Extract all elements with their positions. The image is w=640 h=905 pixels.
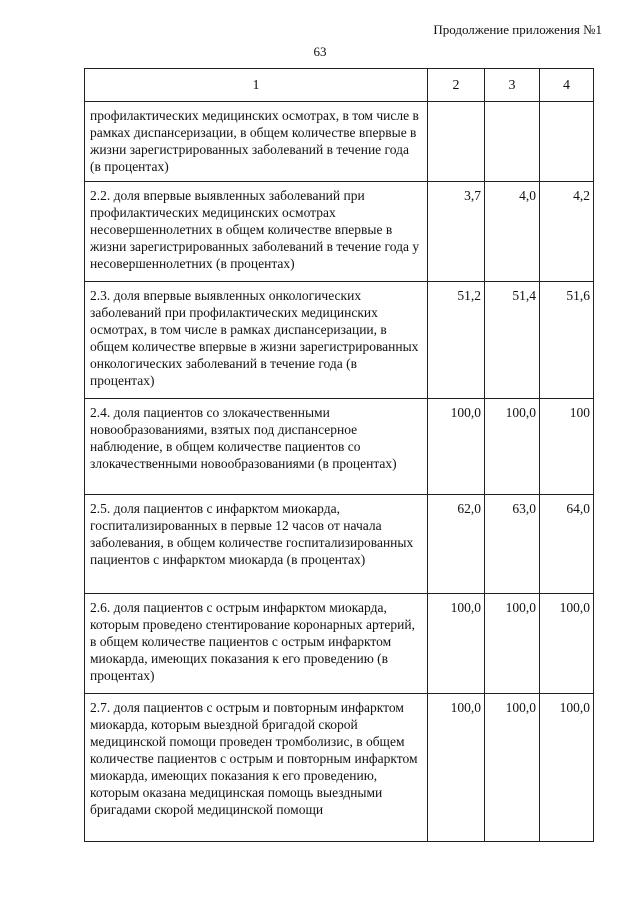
table-row (85, 399, 594, 495)
value-col-3: 100,0 (485, 594, 540, 694)
value-col-3 (485, 102, 540, 182)
indicator-description: 2.6. доля пациентов с острым инфарктом миокарда, которым проведено стентирование коронарных артерий, в общем количестве пациентов с острым инфарктом миокарда, имеющих показания к его проведению (в процентах) (85, 594, 428, 694)
table-row (85, 594, 594, 694)
value-col-4: 100 (540, 399, 594, 495)
indicator-description: 2.7. доля пациентов с острым и повторным инфарктом миокарда, которым выездной бригадой скорой медицинской помощи проведен тромболизис, в общем количестве пациентов с острым и повторным инфарктом миокарда, имеющих показания к его проведению, которым оказана медицинская помощь выездными бригадами скорой медицинской помощи (85, 694, 428, 842)
value-col-4: 100,0 (540, 594, 594, 694)
column-header-1: 1 (85, 69, 428, 102)
indicators-table (84, 68, 594, 842)
table-row (85, 282, 594, 399)
value-col-3: 100,0 (485, 694, 540, 842)
value-col-3: 4,0 (485, 182, 540, 282)
indicator-description: 2.5. доля пациентов с инфарктом миокарда, госпитализированных в первые 12 часов от начала заболевания, в общем количестве госпитализированных пациентов с инфарктом миокарда (в процентах) (85, 495, 428, 594)
value-col-2: 100,0 (428, 694, 485, 842)
table-row (85, 102, 594, 182)
column-header-3: 3 (485, 69, 540, 102)
value-col-3: 63,0 (485, 495, 540, 594)
indicator-description: 2.2. доля впервые выявленных заболеваний при профилактических медицинских осмотрах несовершеннолетних в общем количестве впервые в жизни зарегистрированных заболеваний в течение года у несовершеннолетних (в процентах) (85, 182, 428, 282)
column-header-2: 2 (428, 69, 485, 102)
value-col-3: 51,4 (485, 282, 540, 399)
table-header-row (85, 69, 594, 102)
column-header-4: 4 (540, 69, 594, 102)
value-col-3: 100,0 (485, 399, 540, 495)
indicator-description: 2.3. доля впервые выявленных онкологических заболеваний при профилактических медицинских осмотрах, в том числе в рамках диспансеризации, в общем количестве впервые в жизни зарегистрированных онкологических заболеваний в течение года (в процентах) (85, 282, 428, 399)
value-col-2: 100,0 (428, 594, 485, 694)
page-number: 63 (313, 44, 327, 59)
indicator-description: 2.4. доля пациентов со злокачественными новообразованиями, взятых под диспансерное наблюдение, в общем количестве пациентов со злокачественными новообразованиями (в процентах) (85, 399, 428, 495)
value-col-2: 62,0 (428, 495, 485, 594)
value-col-2: 3,7 (428, 182, 485, 282)
value-col-2: 51,2 (428, 282, 485, 399)
indicator-description: профилактических медицинских осмотрах, в том числе в рамках диспансеризации, в общем количестве впервые в жизни зарегистрированных заболеваний в течение года (в процентах) (85, 102, 428, 182)
value-col-2 (428, 102, 485, 182)
value-col-4: 100,0 (540, 694, 594, 842)
value-col-4: 51,6 (540, 282, 594, 399)
value-col-4: 64,0 (540, 495, 594, 594)
value-col-4: 4,2 (540, 182, 594, 282)
value-col-4 (540, 102, 594, 182)
table-row (85, 694, 594, 842)
table-row (85, 182, 594, 282)
appendix-continuation-label: Продолжение приложения №1 (433, 22, 602, 37)
value-col-2: 100,0 (428, 399, 485, 495)
table-row (85, 495, 594, 594)
